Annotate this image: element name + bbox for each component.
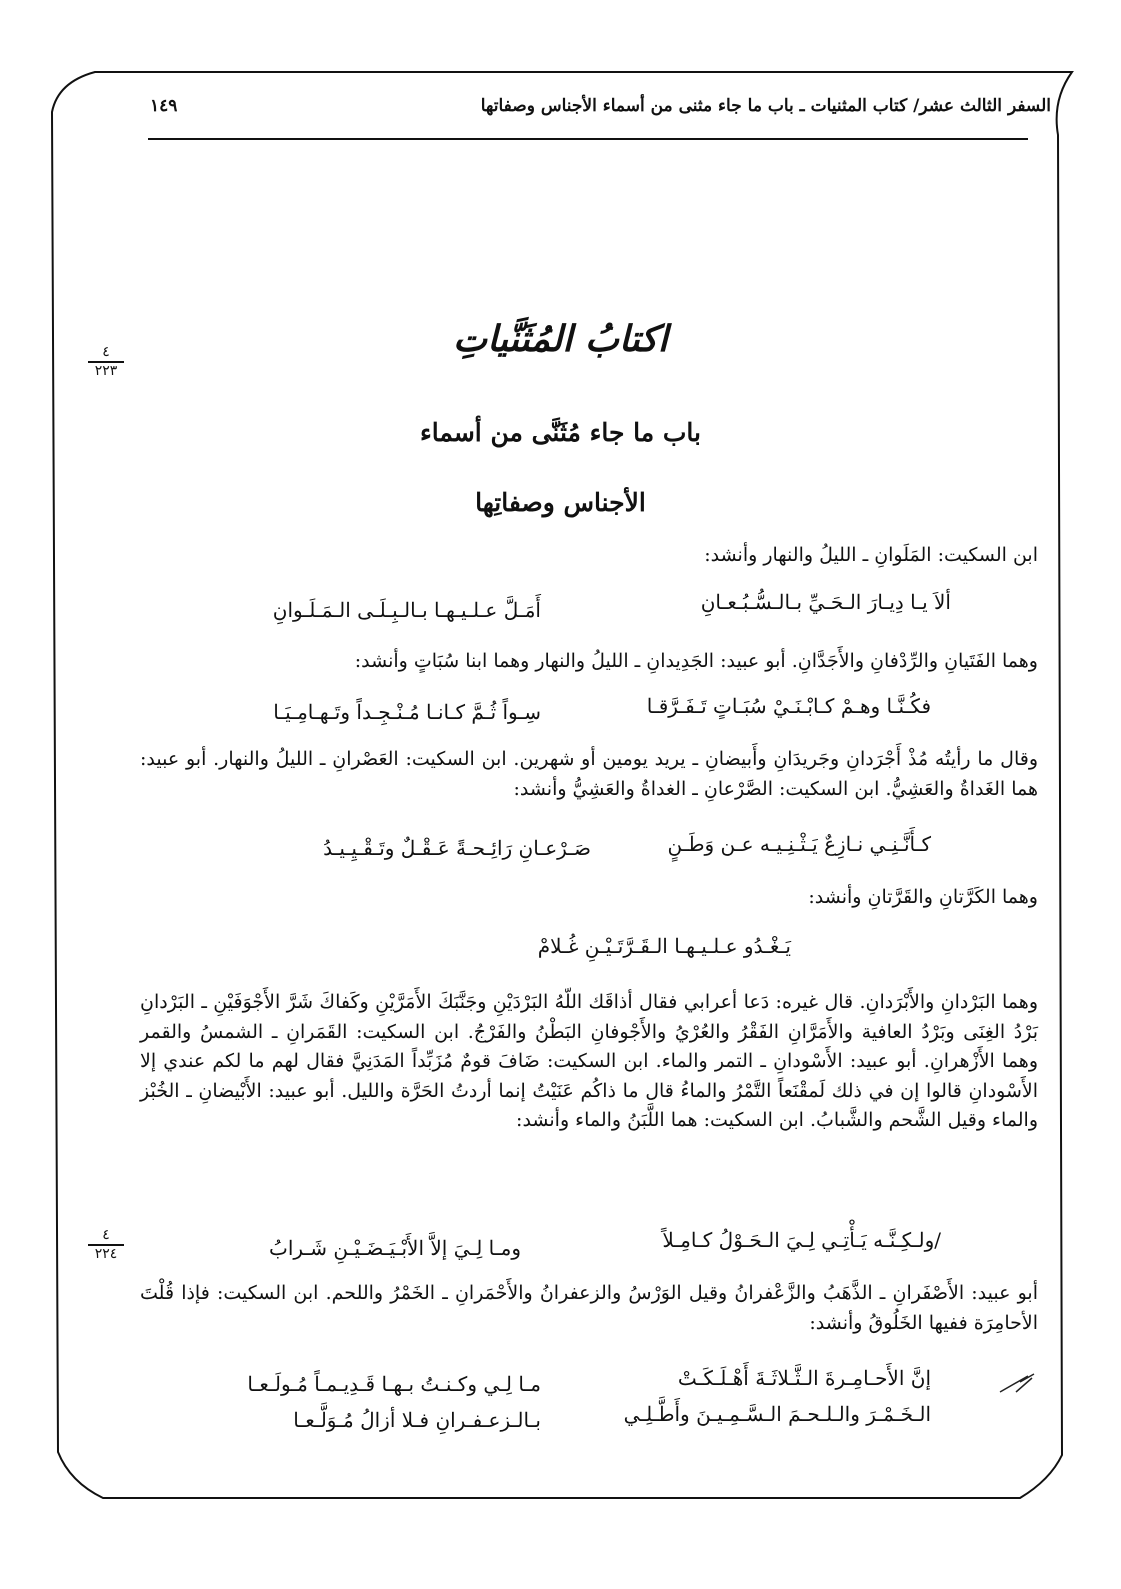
verse-first-hemistich: فكُـنَّـا وهـمْ كـابْـنَـيْ سُبَـاتٍ تَـفَـرَّقـا (646, 694, 931, 718)
paragraph (140, 988, 1038, 1136)
verse-first-hemistich: إنَّ الأَحـامِـرةَ الـثَّـلاثَـةَ أَهْـلَـكَـتْ (677, 1366, 931, 1390)
verse-second-hemistich: صَـرْعـانِ رَائِـحـةً عَـقْـلٌ وتَـقْـيِـيـدُ (323, 836, 591, 860)
paragraph (140, 1278, 1038, 1338)
paragraph (140, 540, 1038, 570)
paragraph-text: وهما الفَتَيانِ والرِّدْفانِ والأَجَدَّانِ. أبو عبيد: الجَدِيدانِ ـ الليلُ والنهار وهما ابنا سُبَاتٍ وأنشد: (354, 650, 1038, 672)
paragraph-text: أبو عبيد: الأَصْفَرانِ ـ الذَّهَبُ والزَّعْفرانُ وقيل الوَرْسُ والزعفرانُ والأَحْمَرانِ ـ الخَمْرُ واللحم. ابن السكيت: فإذا قُلْتَ الأحامِرَة ففيها الخَلُوقُ وأنشد: (140, 1282, 1038, 1334)
verse-first-hemistich: ألاَ يـا دِيـارَ الـحَـيِّ بـالـسُّـبُـعـانِ (700, 590, 951, 614)
chapter-title: باب ما جاء مُثَنَّى من أسماء (420, 418, 701, 447)
margin-page: ٢٢٣ (94, 362, 118, 379)
paragraph (140, 646, 1038, 676)
verse-second-hemistich: سِـواً ثُـمَّ كـانـا مُـنْـجِـداً وتَـهـامِـيَـا (273, 700, 541, 724)
verse-first-hemistich: /ولـكِـنَّـه يَـأْتِـي لِـيَ الـحَـوْلُ كـامِـلاً (662, 1228, 941, 1252)
verse-first-hemistich: الـخَـمْـرَ والـلـحـمَ الـسَّـمِـيـنَ وأَطَّـلِـي (623, 1402, 931, 1426)
margin-volume: ٤ (102, 1227, 110, 1243)
header-rule (148, 138, 1028, 140)
margin-reference (84, 1228, 128, 1262)
paragraph-text: وهما البَرْدانِ والأَبْرَدانِ. قال غيره: دَعا أعرابي فقال أذاقَك اللّهُ البَرْدَيْنِ وجَنَّبَكَ الأَمَرَّيْنِ وكَفاكَ شَرَّ الأَجْوَفَيْنِ ـ البَرْدانِ بَرْدُ الغِنَى وبَرْدُ العافية والأَمَرَّانِ الفَقْرُ والعُرْيُ والأَجْوفانِ البَطْنُ والفَرْجُ. ابن السكيت: القَمَرانِ ـ الشمسُ والقمر وهما الأَزْهرانِ. أبو عبيد: الأَسْودانِ ـ التمر والماء. ابن السكيت: ضَافَ قومٌ مُزَبِّداً المَدَنِيَّ فقال لهم ما لكم عندي إلا الأَسْودانِ قالوا إن في ذلك لَمقْنَعاً التَّمْرُ والماءُ قال ما ذاكُم عَنَيْتُ إنما أردتُ الحَرَّة والليل. أبو عبيد: الأَبْيضانِ ـ الخُبْز والماء وقيل الشَّحم والشَّبابُ. ابن السكيت: هما اللَّبَنُ والماء وأنشد: (140, 991, 1039, 1131)
paragraph (140, 744, 1038, 804)
verse-second-hemistich: مـا لِـي وكـنـتُ بـهـا قَـدِيـمـاً مُـولَـعـا (247, 1372, 541, 1396)
margin-volume: ٤ (102, 344, 110, 360)
book-title: اكتابُ المُثَنَّياتِ (453, 318, 668, 360)
chapter-subtitle: الأجناس وصفاتِها (475, 488, 646, 517)
verse-single: يَـغْـدُو عـلـيـهـا الـقَـرَّتَـيْـنِ غُـلامْ (537, 934, 791, 958)
verse-second-hemistich: بـالـزعـفـرانِ فـلا أزالُ مُـوَلَّـعـا (293, 1408, 541, 1432)
paragraph-text: وقال ما رأيتُه مُذْ أَجْرَدانِ وجَريدَانِ وأَبيضانِ ـ يريد يومين أو شهرين. ابن السكيت: العَصْرانِ ـ الليلُ والنهار. أبو عبيد: هما الغَداةُ والعَشِيُّ. ابن السكيت: الصَّرْعانِ ـ الغداةُ والعَشِيُّ وأنشد: (140, 748, 1038, 800)
paragraph-text: ابن السكيت: المَلَوانِ ـ الليلُ والنهار وأنشد: (704, 544, 1038, 566)
margin-page: ٢٢٤ (94, 1245, 118, 1262)
page-number: ١٤٩ (150, 96, 178, 116)
paragraph (140, 882, 1038, 912)
pen-mark-icon (998, 1372, 1038, 1396)
running-header: السفر الثالث عشر/ كتاب المثنيات ـ باب ما جاء مثنى من أسماء الأجناس وصفاتها (480, 96, 1051, 116)
verse-first-hemistich: كـأَنَّـنِـي نـازِعٌ يَـثْـنِـيـه عـن وَطَـنٍ (667, 832, 931, 856)
verse-second-hemistich: ومـا لِـيَ إلاَّ الأَبْـيَـضَـيْـنِ شَـرابُ (269, 1236, 521, 1260)
verse-second-hemistich: أَمَـلَّ عـلـيـهـا بـالـبِـلَـى الـمَـلَـوانِ (272, 598, 541, 622)
paragraph-text: وهما الكَرَّتانِ والقَرَّتانِ وأنشد: (808, 886, 1038, 908)
